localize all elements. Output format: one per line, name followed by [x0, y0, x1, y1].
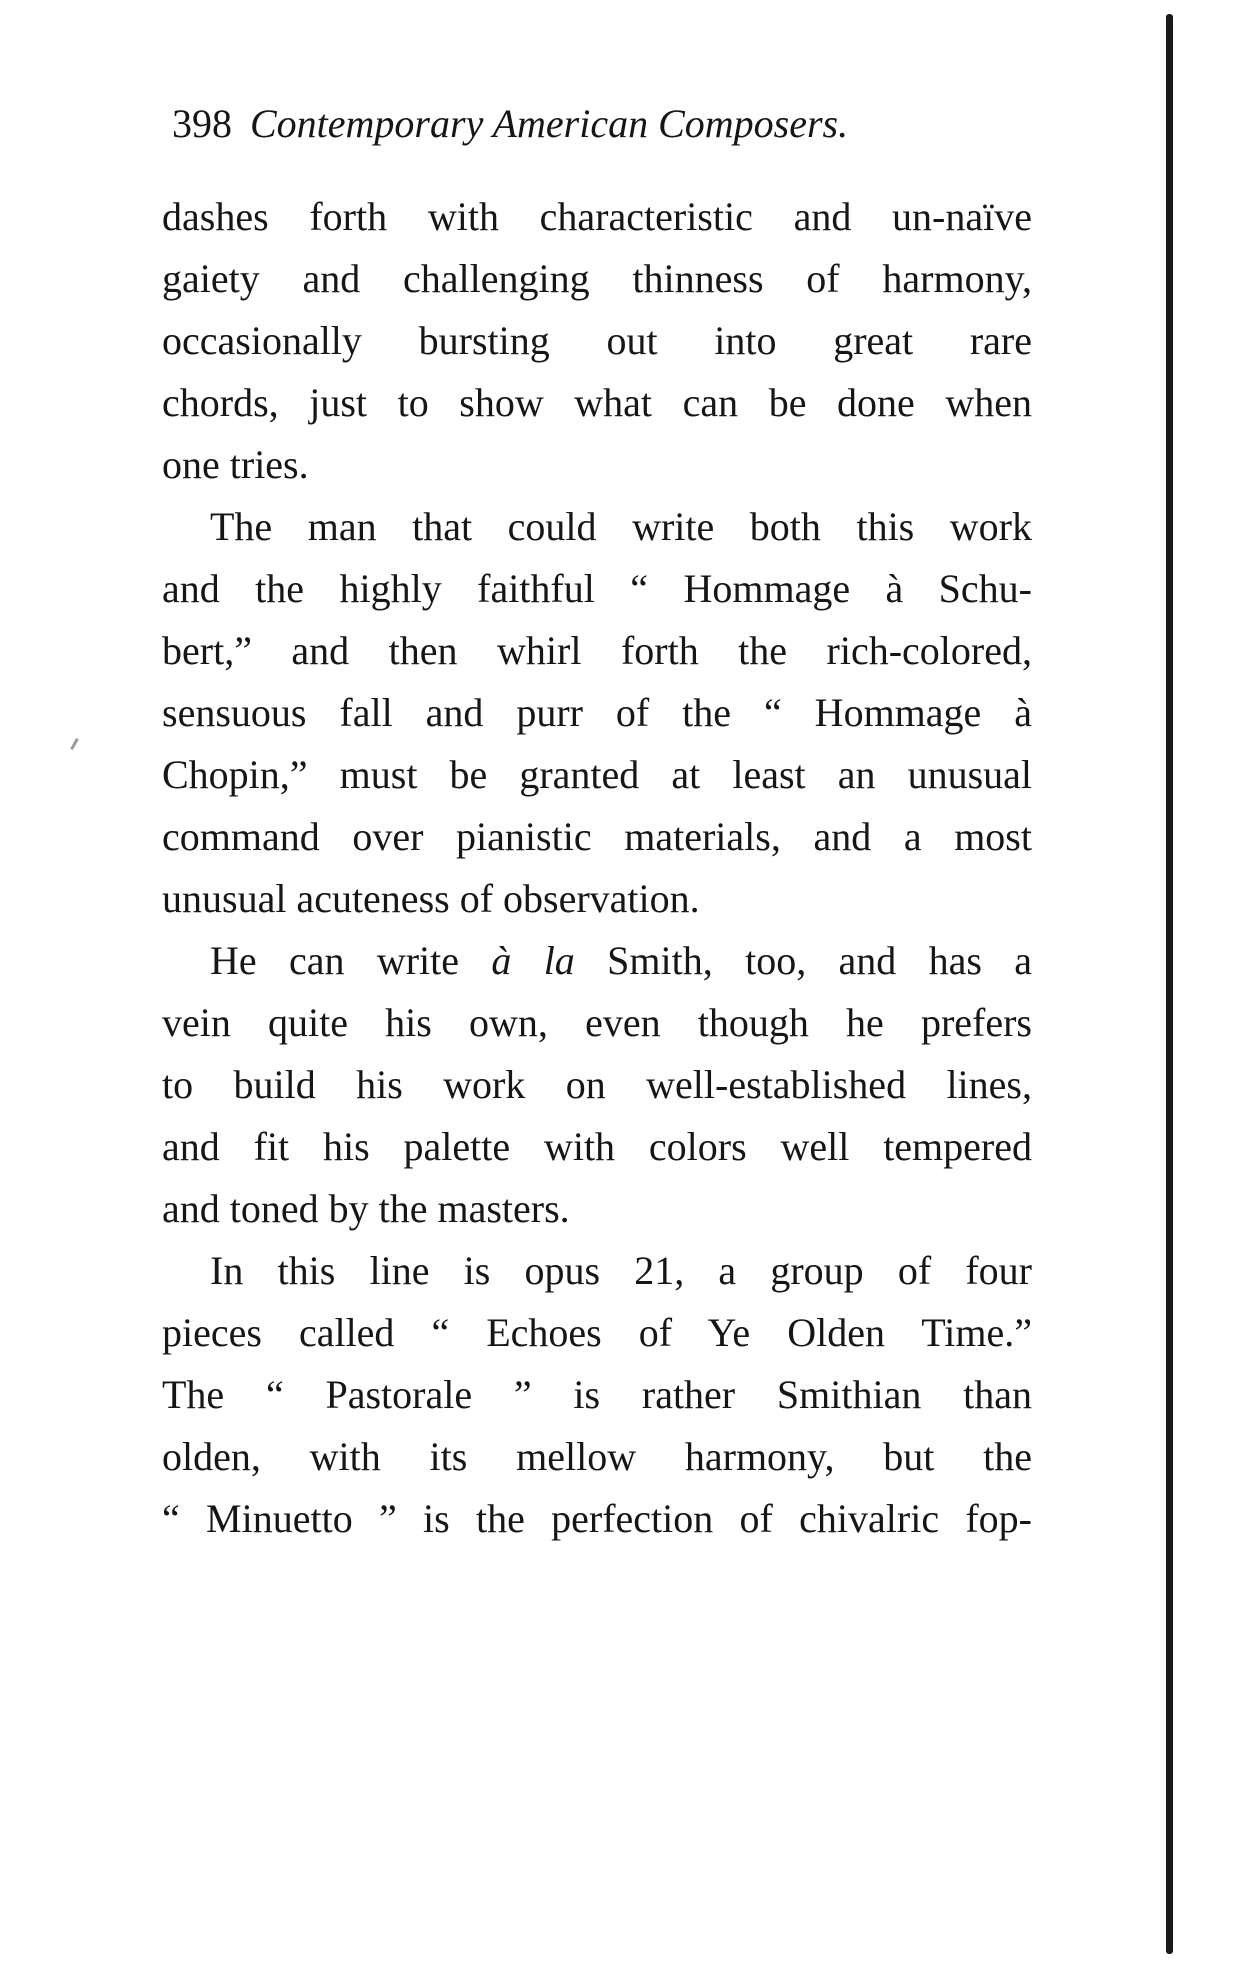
text-line: and the highly faithful “ Hommage à Schu-	[162, 566, 1032, 611]
text-line: gaiety and challenging thinness of harmony,	[162, 256, 1032, 301]
text-line: chords, just to show what can be done when	[162, 380, 1032, 425]
text-line: and fit his palette with colors well tempered	[162, 1124, 1032, 1169]
paragraph-4	[162, 1240, 1032, 1550]
paragraph-2	[162, 496, 1032, 930]
running-title: Contemporary American Composers.	[250, 101, 849, 146]
text-run: Smith, too, and has a	[607, 938, 1033, 983]
running-head	[172, 100, 848, 148]
text-line: sensuous fall and purr of the “ Hommage à	[162, 690, 1032, 735]
text-line: vein quite his own, even though he prefers	[162, 1000, 1032, 1045]
text-line: occasionally bursting out into great rare	[162, 318, 1032, 363]
text-line: one tries.	[162, 442, 309, 487]
text-line: to build his work on well-established lines,	[162, 1062, 1032, 1107]
text-line: dashes forth with characteristic and un-naïve	[162, 194, 1032, 239]
page-number: 398	[172, 101, 232, 146]
text-line: Chopin,” must be granted at least an unusual	[162, 752, 1032, 797]
stray-ink-mark	[70, 738, 79, 750]
page-edge-shadow	[1166, 14, 1173, 1954]
paragraph-1	[162, 186, 1032, 496]
text-line: unusual acuteness of observation.	[162, 876, 700, 921]
text-line: The man that could write both this work	[210, 504, 1032, 549]
text-line	[162, 930, 1032, 992]
body-text	[162, 186, 1032, 1550]
text-line: “ Minuetto ” is the perfection of chivalric fop-	[162, 1496, 1032, 1541]
text-line: bert,” and then whirl forth the rich-colored,	[162, 628, 1032, 673]
text-line: olden, with its mellow harmony, but the	[162, 1434, 1032, 1479]
text-run: He can write	[210, 938, 460, 983]
text-line: The “ Pastorale ” is rather Smithian than	[162, 1372, 1032, 1417]
text-line: and toned by the masters.	[162, 1186, 570, 1231]
paragraph-3	[162, 930, 1032, 1240]
text-line: pieces called “ Echoes of Ye Olden Time.”	[162, 1310, 1032, 1355]
italic-phrase: à la	[491, 938, 575, 983]
text-line: In this line is opus 21, a group of four	[210, 1248, 1032, 1293]
text-line: command over pianistic materials, and a most	[162, 814, 1032, 859]
